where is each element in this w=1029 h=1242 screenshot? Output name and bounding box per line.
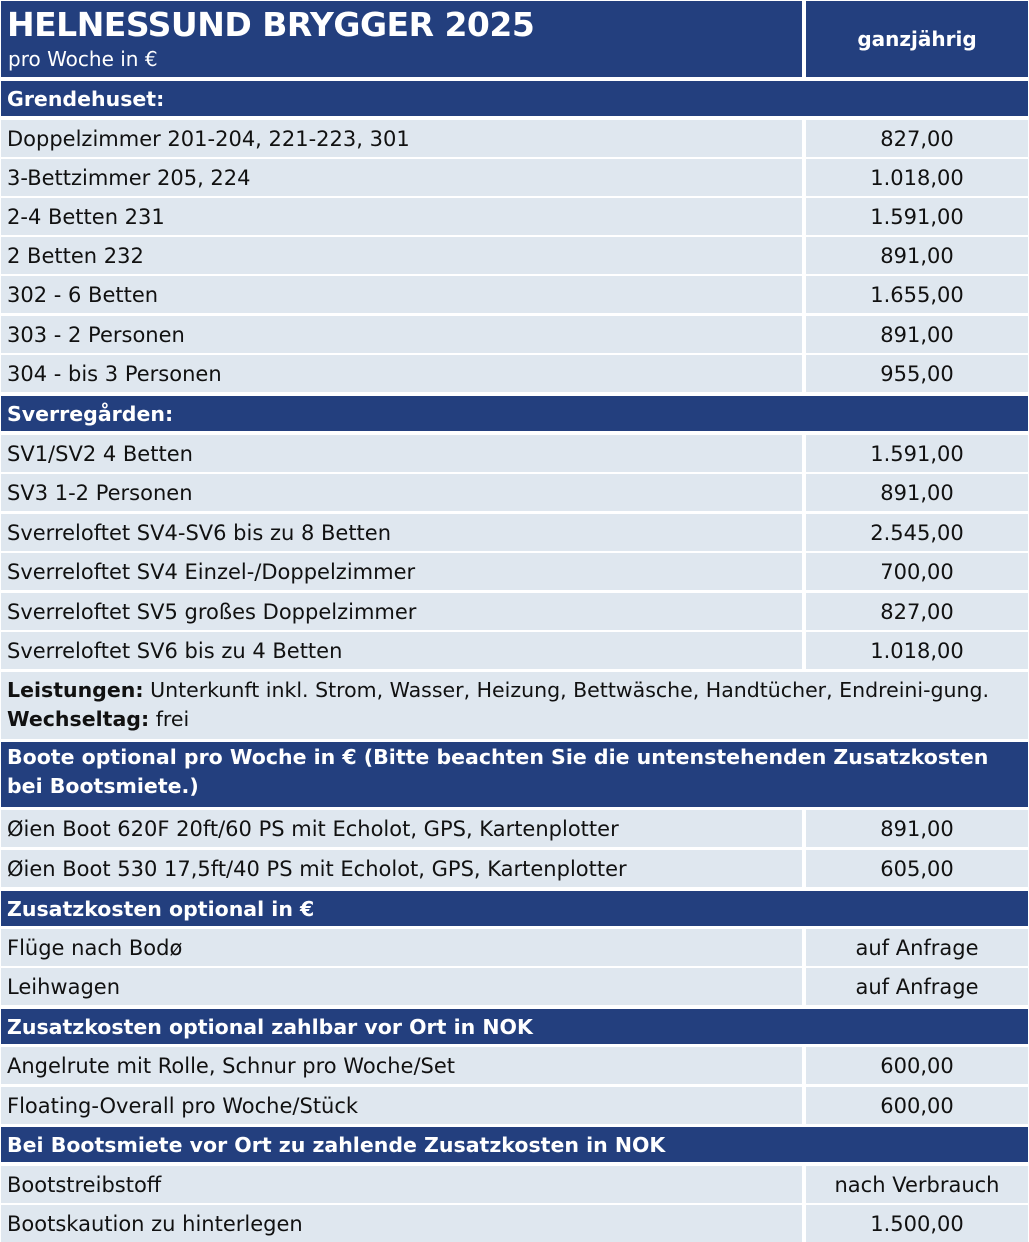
table-row — [1, 929, 1028, 966]
table-row — [1, 968, 1028, 1005]
row-label: Leihwagen — [1, 968, 802, 1005]
row-price: 1.591,00 — [806, 435, 1028, 472]
row-price: 600,00 — [806, 1047, 1028, 1084]
row-label: Bootstreibstoff — [1, 1166, 802, 1203]
table-row — [1, 355, 1028, 392]
row-price: 891,00 — [806, 810, 1028, 847]
section-header-boat-extras: Bei Bootsmiete vor Ort zu zahlende Zusatzkosten in NOK — [1, 1127, 1028, 1162]
table-row — [1, 1047, 1028, 1084]
changeover-label: Wechseltag: — [7, 707, 150, 731]
row-label: Floating-Overall pro Woche/Stück — [1, 1087, 802, 1124]
row-price: 1.018,00 — [806, 632, 1028, 669]
row-price: 1.500,00 — [806, 1205, 1028, 1242]
row-price: 891,00 — [806, 474, 1028, 511]
table-row — [1, 1166, 1028, 1203]
row-label: 3-Bettzimmer 205, 224 — [1, 159, 802, 196]
row-price: 1.018,00 — [806, 159, 1028, 196]
row-price: nach Verbrauch — [806, 1166, 1028, 1203]
row-price: 827,00 — [806, 120, 1028, 157]
table-row — [1, 850, 1028, 887]
table-row — [1, 1205, 1028, 1242]
row-label: Angelrute mit Rolle, Schnur pro Woche/Set — [1, 1047, 802, 1084]
row-label: SV3 1-2 Personen — [1, 474, 802, 511]
section-header-extras-nok: Zusatzkosten optional zahlbar vor Ort in NOK — [1, 1009, 1028, 1044]
page-subtitle: pro Woche in € — [8, 47, 158, 71]
table-row — [1, 198, 1028, 235]
row-label: Bootskaution zu hinterlegen — [1, 1205, 802, 1242]
row-price: 1.655,00 — [806, 276, 1028, 313]
header-column-cell — [806, 1, 1028, 77]
table-row — [1, 276, 1028, 313]
section-header-extras-eur: Zusatzkosten optional in € — [1, 891, 1028, 926]
table-row — [1, 553, 1028, 590]
row-label: Doppelzimmer 201-204, 221-223, 301 — [1, 120, 802, 157]
table-row — [1, 514, 1028, 551]
row-label: Sverreloftet SV4-SV6 bis zu 8 Betten — [1, 514, 802, 551]
row-price: 955,00 — [806, 355, 1028, 392]
row-price: 2.545,00 — [806, 514, 1028, 551]
table-row — [1, 120, 1028, 157]
section-header-grendehuset: Grendehuset: — [1, 81, 1028, 116]
row-label: 2-4 Betten 231 — [1, 198, 802, 235]
section-header-boats: Boote optional pro Woche in € (Bitte beachten Sie die untenstehenden Zusatzkosten bei Bootsmiete.) — [1, 742, 1028, 807]
row-label: Sverreloftet SV4 Einzel-/Doppelzimmer — [1, 553, 802, 590]
services-note — [1, 672, 1028, 739]
row-label: 302 - 6 Betten — [1, 276, 802, 313]
header-title-cell — [1, 1, 802, 77]
table-row — [1, 593, 1028, 630]
table-header — [1, 1, 1028, 77]
section-header-sverregarden: Sverregården: — [1, 396, 1028, 431]
row-label: Flüge nach Bodø — [1, 929, 802, 966]
row-price: auf Anfrage — [806, 929, 1028, 966]
row-price: 700,00 — [806, 553, 1028, 590]
row-label: 2 Betten 232 — [1, 237, 802, 274]
services-label: Leistungen: — [7, 678, 144, 702]
row-price: 605,00 — [806, 850, 1028, 887]
row-label: Sverreloftet SV6 bis zu 4 Betten — [1, 632, 802, 669]
row-label: Øien Boot 620F 20ft/60 PS mit Echolot, GPS, Kartenplotter — [1, 810, 802, 847]
row-price: 1.591,00 — [806, 198, 1028, 235]
table-row — [1, 474, 1028, 511]
row-label: 303 - 2 Personen — [1, 316, 802, 353]
table-row — [1, 237, 1028, 274]
table-row — [1, 435, 1028, 472]
services-text: Unterkunft inkl. Strom, Wasser, Heizung, Bettwäsche, Handtücher, Endreini-gung. — [143, 678, 989, 702]
table-row — [1, 810, 1028, 847]
row-label: 304 - bis 3 Personen — [1, 355, 802, 392]
row-label: Øien Boot 530 17,5ft/40 PS mit Echolot, GPS, Kartenplotter — [1, 850, 802, 887]
row-label: Sverreloftet SV5 großes Doppelzimmer — [1, 593, 802, 630]
row-price: 891,00 — [806, 316, 1028, 353]
table-row — [1, 316, 1028, 353]
table-row — [1, 159, 1028, 196]
row-price: 891,00 — [806, 237, 1028, 274]
row-price: 600,00 — [806, 1087, 1028, 1124]
row-label: SV1/SV2 4 Betten — [1, 435, 802, 472]
page-title: HELNESSUND BRYGGER 2025 — [7, 5, 535, 44]
table-row — [1, 632, 1028, 669]
row-price: auf Anfrage — [806, 968, 1028, 1005]
column-header-season: ganzjährig — [857, 27, 977, 51]
row-price: 827,00 — [806, 593, 1028, 630]
changeover-text: frei — [149, 707, 190, 731]
table-row — [1, 1087, 1028, 1124]
